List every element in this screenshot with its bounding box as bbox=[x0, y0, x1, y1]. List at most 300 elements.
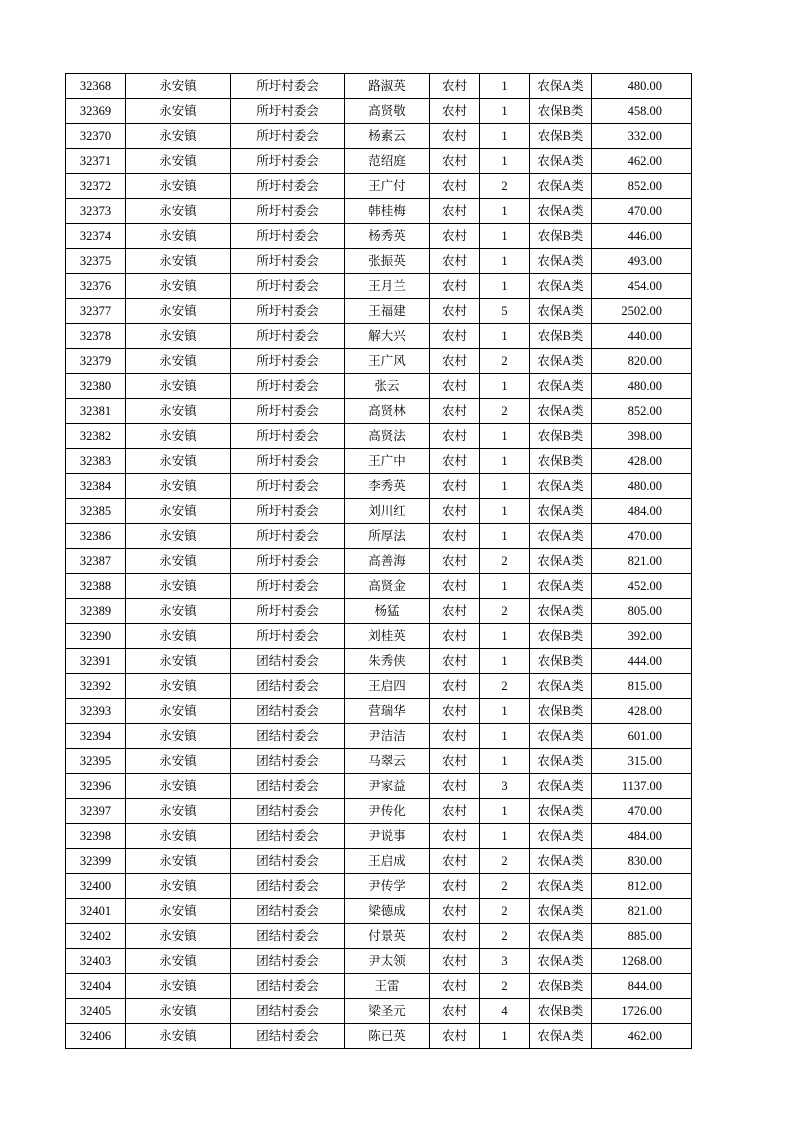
cell-type: 农村 bbox=[430, 399, 480, 424]
cell-type: 农村 bbox=[430, 949, 480, 974]
table-row bbox=[66, 124, 692, 149]
cell-amount: 428.00 bbox=[592, 699, 692, 724]
cell-village: 团结村委会 bbox=[231, 749, 345, 774]
cell-type: 农村 bbox=[430, 799, 480, 824]
cell-name: 王雷 bbox=[345, 974, 430, 999]
cell-town: 永安镇 bbox=[126, 724, 231, 749]
cell-amount: 470.00 bbox=[592, 199, 692, 224]
cell-type: 农村 bbox=[430, 599, 480, 624]
cell-name: 所厚法 bbox=[345, 524, 430, 549]
cell-name: 范绍庭 bbox=[345, 149, 430, 174]
cell-category: 农保B类 bbox=[530, 449, 592, 474]
cell-count: 1 bbox=[480, 324, 530, 349]
cell-amount: 493.00 bbox=[592, 249, 692, 274]
cell-town: 永安镇 bbox=[126, 224, 231, 249]
cell-count: 1 bbox=[480, 149, 530, 174]
cell-village: 所圩村委会 bbox=[231, 374, 345, 399]
cell-type: 农村 bbox=[430, 849, 480, 874]
cell-name: 马翠云 bbox=[345, 749, 430, 774]
cell-count: 1 bbox=[480, 824, 530, 849]
cell-village: 团结村委会 bbox=[231, 699, 345, 724]
cell-category: 农保A类 bbox=[530, 1024, 592, 1049]
cell-id: 32388 bbox=[66, 574, 126, 599]
cell-id: 32403 bbox=[66, 949, 126, 974]
cell-village: 团结村委会 bbox=[231, 874, 345, 899]
cell-type: 农村 bbox=[430, 274, 480, 299]
cell-id: 32401 bbox=[66, 899, 126, 924]
cell-id: 32400 bbox=[66, 874, 126, 899]
cell-amount: 484.00 bbox=[592, 499, 692, 524]
cell-type: 农村 bbox=[430, 149, 480, 174]
cell-category: 农保A类 bbox=[530, 824, 592, 849]
table-row bbox=[66, 449, 692, 474]
cell-town: 永安镇 bbox=[126, 249, 231, 274]
cell-village: 团结村委会 bbox=[231, 774, 345, 799]
cell-count: 1 bbox=[480, 74, 530, 99]
cell-id: 32404 bbox=[66, 974, 126, 999]
cell-name: 梁圣元 bbox=[345, 999, 430, 1024]
table-row bbox=[66, 324, 692, 349]
table-row bbox=[66, 524, 692, 549]
table-row bbox=[66, 924, 692, 949]
cell-id: 32405 bbox=[66, 999, 126, 1024]
cell-category: 农保A类 bbox=[530, 149, 592, 174]
cell-name: 尹家益 bbox=[345, 774, 430, 799]
cell-count: 2 bbox=[480, 899, 530, 924]
cell-id: 32398 bbox=[66, 824, 126, 849]
cell-category: 农保B类 bbox=[530, 424, 592, 449]
cell-amount: 446.00 bbox=[592, 224, 692, 249]
cell-village: 团结村委会 bbox=[231, 849, 345, 874]
cell-category: 农保B类 bbox=[530, 974, 592, 999]
cell-id: 32383 bbox=[66, 449, 126, 474]
cell-count: 1 bbox=[480, 799, 530, 824]
cell-category: 农保A类 bbox=[530, 499, 592, 524]
cell-name: 刘川红 bbox=[345, 499, 430, 524]
cell-name: 张云 bbox=[345, 374, 430, 399]
cell-village: 团结村委会 bbox=[231, 949, 345, 974]
cell-town: 永安镇 bbox=[126, 749, 231, 774]
cell-id: 32378 bbox=[66, 324, 126, 349]
cell-amount: 1137.00 bbox=[592, 774, 692, 799]
table-row bbox=[66, 499, 692, 524]
cell-count: 1 bbox=[480, 574, 530, 599]
cell-name: 高贤法 bbox=[345, 424, 430, 449]
cell-type: 农村 bbox=[430, 124, 480, 149]
cell-village: 所圩村委会 bbox=[231, 149, 345, 174]
cell-category: 农保A类 bbox=[530, 749, 592, 774]
cell-category: 农保A类 bbox=[530, 849, 592, 874]
cell-name: 王广付 bbox=[345, 174, 430, 199]
cell-amount: 454.00 bbox=[592, 274, 692, 299]
cell-name: 张振英 bbox=[345, 249, 430, 274]
cell-town: 永安镇 bbox=[126, 374, 231, 399]
cell-name: 尹说事 bbox=[345, 824, 430, 849]
cell-amount: 462.00 bbox=[592, 1024, 692, 1049]
cell-village: 团结村委会 bbox=[231, 974, 345, 999]
cell-town: 永安镇 bbox=[126, 474, 231, 499]
cell-name: 王广风 bbox=[345, 349, 430, 374]
cell-id: 32374 bbox=[66, 224, 126, 249]
cell-count: 1 bbox=[480, 649, 530, 674]
cell-name: 王启成 bbox=[345, 849, 430, 874]
cell-count: 1 bbox=[480, 99, 530, 124]
cell-id: 32386 bbox=[66, 524, 126, 549]
cell-id: 32371 bbox=[66, 149, 126, 174]
cell-town: 永安镇 bbox=[126, 674, 231, 699]
cell-amount: 315.00 bbox=[592, 749, 692, 774]
cell-name: 高贤金 bbox=[345, 574, 430, 599]
cell-village: 所圩村委会 bbox=[231, 299, 345, 324]
cell-name: 尹洁洁 bbox=[345, 724, 430, 749]
cell-category: 农保A类 bbox=[530, 299, 592, 324]
cell-name: 杨素云 bbox=[345, 124, 430, 149]
table-row bbox=[66, 974, 692, 999]
cell-amount: 830.00 bbox=[592, 849, 692, 874]
cell-name: 尹传化 bbox=[345, 799, 430, 824]
cell-name: 王广中 bbox=[345, 449, 430, 474]
cell-count: 2 bbox=[480, 849, 530, 874]
cell-type: 农村 bbox=[430, 574, 480, 599]
table-row bbox=[66, 849, 692, 874]
table-row bbox=[66, 399, 692, 424]
cell-type: 农村 bbox=[430, 999, 480, 1024]
cell-amount: 1268.00 bbox=[592, 949, 692, 974]
cell-id: 32394 bbox=[66, 724, 126, 749]
cell-type: 农村 bbox=[430, 549, 480, 574]
cell-category: 农保A类 bbox=[530, 349, 592, 374]
cell-type: 农村 bbox=[430, 249, 480, 274]
cell-name: 路淑英 bbox=[345, 74, 430, 99]
cell-type: 农村 bbox=[430, 474, 480, 499]
cell-id: 32392 bbox=[66, 674, 126, 699]
cell-village: 团结村委会 bbox=[231, 799, 345, 824]
cell-category: 农保A类 bbox=[530, 949, 592, 974]
cell-town: 永安镇 bbox=[126, 649, 231, 674]
cell-town: 永安镇 bbox=[126, 499, 231, 524]
cell-id: 32370 bbox=[66, 124, 126, 149]
cell-count: 1 bbox=[480, 249, 530, 274]
cell-town: 永安镇 bbox=[126, 974, 231, 999]
cell-town: 永安镇 bbox=[126, 349, 231, 374]
cell-id: 32373 bbox=[66, 199, 126, 224]
cell-amount: 462.00 bbox=[592, 149, 692, 174]
cell-category: 农保B类 bbox=[530, 649, 592, 674]
cell-village: 所圩村委会 bbox=[231, 199, 345, 224]
cell-id: 32393 bbox=[66, 699, 126, 724]
cell-type: 农村 bbox=[430, 199, 480, 224]
cell-id: 32381 bbox=[66, 399, 126, 424]
cell-village: 所圩村委会 bbox=[231, 399, 345, 424]
table-row bbox=[66, 249, 692, 274]
cell-count: 2 bbox=[480, 874, 530, 899]
cell-town: 永安镇 bbox=[126, 524, 231, 549]
cell-amount: 885.00 bbox=[592, 924, 692, 949]
cell-count: 2 bbox=[480, 599, 530, 624]
cell-name: 营瑞华 bbox=[345, 699, 430, 724]
table-row bbox=[66, 824, 692, 849]
cell-id: 32391 bbox=[66, 649, 126, 674]
cell-name: 朱秀侠 bbox=[345, 649, 430, 674]
cell-id: 32369 bbox=[66, 99, 126, 124]
cell-village: 所圩村委会 bbox=[231, 424, 345, 449]
cell-type: 农村 bbox=[430, 224, 480, 249]
cell-amount: 2502.00 bbox=[592, 299, 692, 324]
table-row bbox=[66, 474, 692, 499]
table-row bbox=[66, 874, 692, 899]
cell-id: 32396 bbox=[66, 774, 126, 799]
cell-name: 高贤敬 bbox=[345, 99, 430, 124]
cell-type: 农村 bbox=[430, 299, 480, 324]
cell-village: 所圩村委会 bbox=[231, 599, 345, 624]
cell-id: 32384 bbox=[66, 474, 126, 499]
cell-category: 农保A类 bbox=[530, 874, 592, 899]
cell-village: 团结村委会 bbox=[231, 649, 345, 674]
cell-count: 1 bbox=[480, 699, 530, 724]
cell-amount: 428.00 bbox=[592, 449, 692, 474]
cell-town: 永安镇 bbox=[126, 449, 231, 474]
cell-village: 所圩村委会 bbox=[231, 474, 345, 499]
cell-village: 团结村委会 bbox=[231, 899, 345, 924]
table-row bbox=[66, 999, 692, 1024]
cell-amount: 392.00 bbox=[592, 624, 692, 649]
cell-town: 永安镇 bbox=[126, 274, 231, 299]
cell-amount: 480.00 bbox=[592, 74, 692, 99]
payment-roster-table bbox=[65, 73, 692, 1049]
cell-category: 农保A类 bbox=[530, 374, 592, 399]
cell-category: 农保A类 bbox=[530, 599, 592, 624]
cell-type: 农村 bbox=[430, 974, 480, 999]
cell-village: 团结村委会 bbox=[231, 1024, 345, 1049]
cell-count: 1 bbox=[480, 224, 530, 249]
table-row bbox=[66, 724, 692, 749]
cell-amount: 805.00 bbox=[592, 599, 692, 624]
cell-amount: 480.00 bbox=[592, 374, 692, 399]
table-row bbox=[66, 599, 692, 624]
cell-count: 3 bbox=[480, 949, 530, 974]
cell-id: 32382 bbox=[66, 424, 126, 449]
cell-town: 永安镇 bbox=[126, 699, 231, 724]
cell-type: 农村 bbox=[430, 774, 480, 799]
cell-village: 所圩村委会 bbox=[231, 174, 345, 199]
cell-count: 1 bbox=[480, 424, 530, 449]
cell-amount: 452.00 bbox=[592, 574, 692, 599]
cell-town: 永安镇 bbox=[126, 949, 231, 974]
cell-name: 解大兴 bbox=[345, 324, 430, 349]
cell-amount: 398.00 bbox=[592, 424, 692, 449]
cell-category: 农保A类 bbox=[530, 774, 592, 799]
cell-town: 永安镇 bbox=[126, 799, 231, 824]
cell-amount: 812.00 bbox=[592, 874, 692, 899]
cell-id: 32389 bbox=[66, 599, 126, 624]
cell-category: 农保A类 bbox=[530, 799, 592, 824]
cell-category: 农保B类 bbox=[530, 224, 592, 249]
table-row bbox=[66, 674, 692, 699]
cell-category: 农保B类 bbox=[530, 624, 592, 649]
cell-village: 团结村委会 bbox=[231, 724, 345, 749]
cell-town: 永安镇 bbox=[126, 149, 231, 174]
cell-id: 32376 bbox=[66, 274, 126, 299]
cell-amount: 821.00 bbox=[592, 549, 692, 574]
cell-village: 所圩村委会 bbox=[231, 99, 345, 124]
cell-amount: 815.00 bbox=[592, 674, 692, 699]
cell-count: 1 bbox=[480, 1024, 530, 1049]
table-row bbox=[66, 174, 692, 199]
cell-id: 32406 bbox=[66, 1024, 126, 1049]
cell-category: 农保A类 bbox=[530, 174, 592, 199]
cell-count: 2 bbox=[480, 549, 530, 574]
table-row bbox=[66, 424, 692, 449]
cell-category: 农保A类 bbox=[530, 474, 592, 499]
table-body bbox=[66, 74, 692, 1049]
cell-type: 农村 bbox=[430, 649, 480, 674]
table-row bbox=[66, 699, 692, 724]
cell-amount: 444.00 bbox=[592, 649, 692, 674]
cell-id: 32387 bbox=[66, 549, 126, 574]
cell-village: 团结村委会 bbox=[231, 999, 345, 1024]
cell-town: 永安镇 bbox=[126, 824, 231, 849]
cell-id: 32377 bbox=[66, 299, 126, 324]
cell-village: 所圩村委会 bbox=[231, 549, 345, 574]
cell-count: 2 bbox=[480, 974, 530, 999]
table-row bbox=[66, 374, 692, 399]
table-row bbox=[66, 799, 692, 824]
cell-name: 付景英 bbox=[345, 924, 430, 949]
cell-id: 32372 bbox=[66, 174, 126, 199]
cell-amount: 852.00 bbox=[592, 174, 692, 199]
cell-village: 所圩村委会 bbox=[231, 324, 345, 349]
cell-village: 所圩村委会 bbox=[231, 574, 345, 599]
table-row bbox=[66, 299, 692, 324]
cell-category: 农保B类 bbox=[530, 99, 592, 124]
cell-count: 2 bbox=[480, 924, 530, 949]
cell-category: 农保A类 bbox=[530, 199, 592, 224]
cell-id: 32390 bbox=[66, 624, 126, 649]
cell-name: 王福建 bbox=[345, 299, 430, 324]
cell-type: 农村 bbox=[430, 749, 480, 774]
cell-village: 所圩村委会 bbox=[231, 74, 345, 99]
cell-category: 农保A类 bbox=[530, 74, 592, 99]
cell-town: 永安镇 bbox=[126, 399, 231, 424]
cell-town: 永安镇 bbox=[126, 774, 231, 799]
cell-town: 永安镇 bbox=[126, 574, 231, 599]
cell-town: 永安镇 bbox=[126, 849, 231, 874]
cell-town: 永安镇 bbox=[126, 999, 231, 1024]
cell-count: 2 bbox=[480, 674, 530, 699]
cell-category: 农保B类 bbox=[530, 324, 592, 349]
cell-name: 杨猛 bbox=[345, 599, 430, 624]
cell-name: 梁德成 bbox=[345, 899, 430, 924]
cell-town: 永安镇 bbox=[126, 174, 231, 199]
table-row bbox=[66, 574, 692, 599]
table-row bbox=[66, 774, 692, 799]
cell-count: 4 bbox=[480, 999, 530, 1024]
cell-town: 永安镇 bbox=[126, 124, 231, 149]
cell-id: 32385 bbox=[66, 499, 126, 524]
table-row bbox=[66, 749, 692, 774]
cell-category: 农保B类 bbox=[530, 999, 592, 1024]
cell-category: 农保A类 bbox=[530, 274, 592, 299]
cell-type: 农村 bbox=[430, 724, 480, 749]
cell-count: 5 bbox=[480, 299, 530, 324]
cell-village: 所圩村委会 bbox=[231, 524, 345, 549]
cell-type: 农村 bbox=[430, 174, 480, 199]
cell-type: 农村 bbox=[430, 874, 480, 899]
cell-town: 永安镇 bbox=[126, 74, 231, 99]
cell-town: 永安镇 bbox=[126, 424, 231, 449]
cell-name: 高贤林 bbox=[345, 399, 430, 424]
cell-count: 1 bbox=[480, 499, 530, 524]
cell-category: 农保A类 bbox=[530, 549, 592, 574]
table-row bbox=[66, 349, 692, 374]
cell-category: 农保A类 bbox=[530, 899, 592, 924]
cell-village: 所圩村委会 bbox=[231, 349, 345, 374]
table-row bbox=[66, 649, 692, 674]
cell-type: 农村 bbox=[430, 99, 480, 124]
cell-count: 1 bbox=[480, 274, 530, 299]
cell-type: 农村 bbox=[430, 324, 480, 349]
cell-id: 32397 bbox=[66, 799, 126, 824]
cell-town: 永安镇 bbox=[126, 1024, 231, 1049]
cell-town: 永安镇 bbox=[126, 874, 231, 899]
cell-village: 所圩村委会 bbox=[231, 449, 345, 474]
table-row bbox=[66, 224, 692, 249]
cell-town: 永安镇 bbox=[126, 324, 231, 349]
cell-village: 所圩村委会 bbox=[231, 274, 345, 299]
cell-amount: 820.00 bbox=[592, 349, 692, 374]
cell-amount: 1726.00 bbox=[592, 999, 692, 1024]
cell-name: 韩桂梅 bbox=[345, 199, 430, 224]
cell-id: 32399 bbox=[66, 849, 126, 874]
cell-village: 所圩村委会 bbox=[231, 249, 345, 274]
cell-category: 农保A类 bbox=[530, 674, 592, 699]
cell-amount: 470.00 bbox=[592, 524, 692, 549]
cell-village: 所圩村委会 bbox=[231, 224, 345, 249]
cell-amount: 484.00 bbox=[592, 824, 692, 849]
cell-count: 1 bbox=[480, 124, 530, 149]
cell-category: 农保A类 bbox=[530, 574, 592, 599]
cell-category: 农保A类 bbox=[530, 924, 592, 949]
cell-type: 农村 bbox=[430, 449, 480, 474]
table-row bbox=[66, 149, 692, 174]
cell-category: 农保A类 bbox=[530, 249, 592, 274]
cell-name: 李秀英 bbox=[345, 474, 430, 499]
cell-count: 2 bbox=[480, 349, 530, 374]
cell-type: 农村 bbox=[430, 824, 480, 849]
cell-category: 农保A类 bbox=[530, 724, 592, 749]
cell-count: 1 bbox=[480, 524, 530, 549]
cell-village: 所圩村委会 bbox=[231, 499, 345, 524]
cell-amount: 601.00 bbox=[592, 724, 692, 749]
cell-type: 农村 bbox=[430, 374, 480, 399]
cell-type: 农村 bbox=[430, 349, 480, 374]
cell-amount: 332.00 bbox=[592, 124, 692, 149]
cell-amount: 470.00 bbox=[592, 799, 692, 824]
cell-category: 农保A类 bbox=[530, 399, 592, 424]
cell-name: 尹太领 bbox=[345, 949, 430, 974]
cell-name: 杨秀英 bbox=[345, 224, 430, 249]
cell-name: 尹传学 bbox=[345, 874, 430, 899]
cell-town: 永安镇 bbox=[126, 299, 231, 324]
cell-name: 王启四 bbox=[345, 674, 430, 699]
cell-type: 农村 bbox=[430, 499, 480, 524]
cell-town: 永安镇 bbox=[126, 624, 231, 649]
cell-id: 32368 bbox=[66, 74, 126, 99]
cell-id: 32379 bbox=[66, 349, 126, 374]
cell-name: 陈已英 bbox=[345, 1024, 430, 1049]
cell-type: 农村 bbox=[430, 74, 480, 99]
cell-category: 农保B类 bbox=[530, 124, 592, 149]
